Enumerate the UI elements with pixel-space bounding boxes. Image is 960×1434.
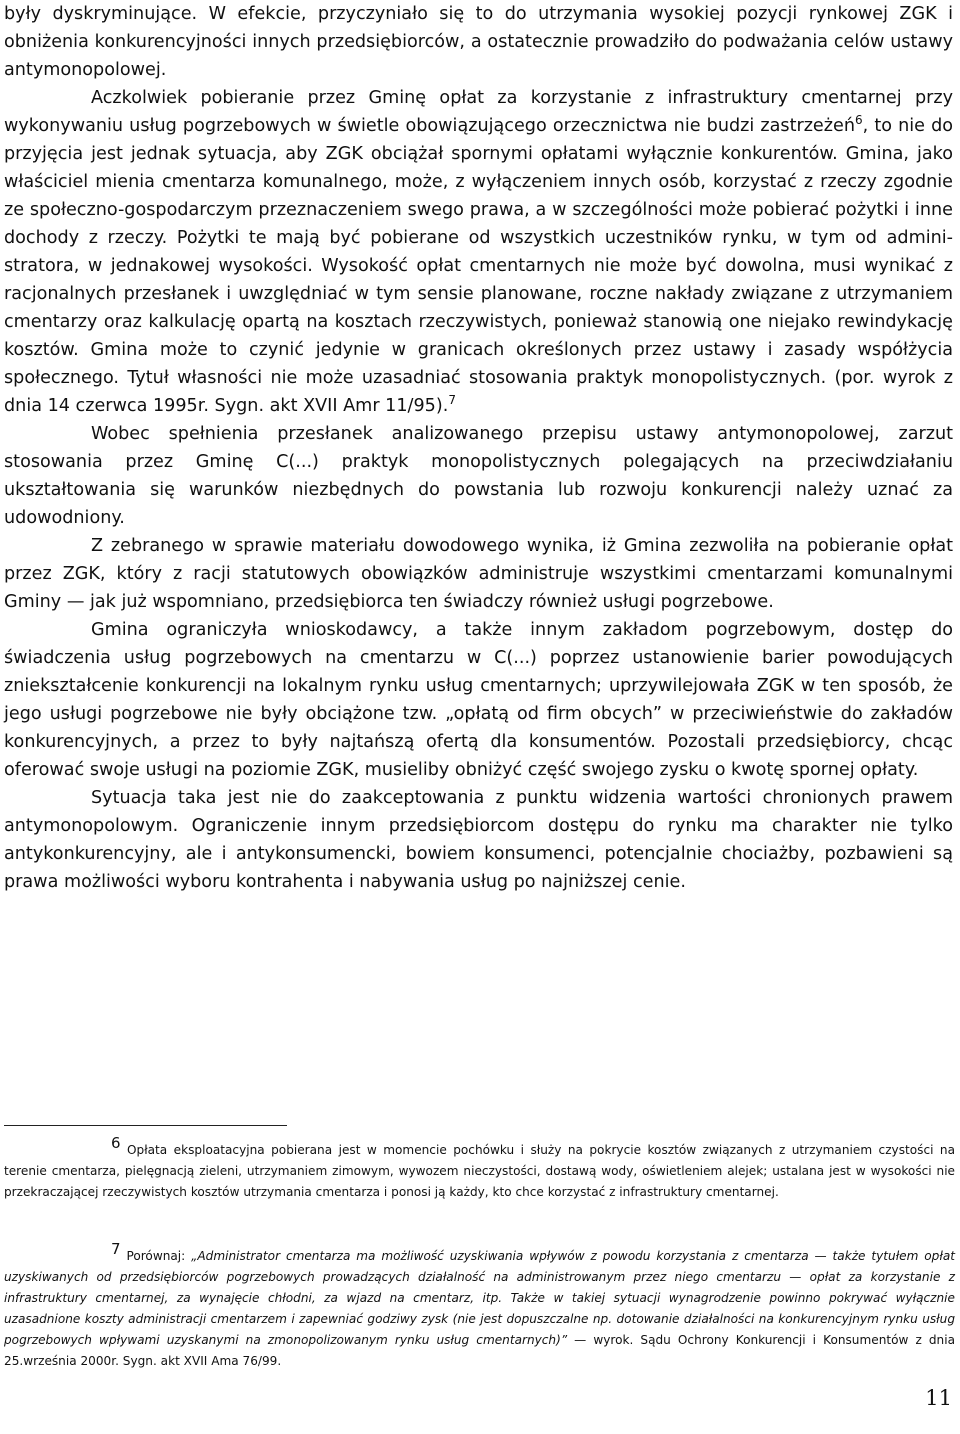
paragraph-4: Z zebranego w sprawie materiału dowodowego wynika, iż Gmina zezwoliła na pobieranie opłat przez ZGK, który z racji statutowych obowiązków administruje wszystkimi cmentarzami komunalnymi Gminy — jak już wspomniano, przedsiębiorca ten świadczy również usługi pogrzebowe. bbox=[4, 536, 953, 612]
footnote-6 bbox=[4, 1134, 955, 1203]
footnote-7-number: 7 bbox=[111, 1240, 121, 1258]
paragraph-2 bbox=[4, 84, 953, 420]
footnote-6-text: Opłata eksploatacyjna pobierana jest w momencie pochówku i służy na pokrycie kosztów związanych z utrzymaniem czystości na terenie cmentarza, pielęgnacją zieleni, utrzymaniem zimowym, wywozem nieczystości, dostawą wody, oświetleniem alejek; ustalana jest w wysokości nie przekraczającej rzeczywistych kosztów utrzymania cmentarza i ponosi ją każdy, kto chce korzystać z infrastruktury cmentarnej. bbox=[4, 1143, 955, 1199]
footnote-separator bbox=[4, 1125, 287, 1126]
paragraph-2-part-a: Aczkolwiek pobieranie przez Gminę opłat za korzystanie z infrastruktury cmentarnej przy wykonywaniu usług pogrzebowych w świetle obowiązującego orzecznictwa nie budzi zastrzeżeń bbox=[4, 88, 953, 136]
footnote-7-lead: Porównaj: bbox=[126, 1249, 192, 1263]
paragraph-3: Wobec spełnienia przesłanek analizowanego przepisu ustawy antymonopolowej, zarzut stosowania przez Gminę C(...) praktyk monopolistycznych polegających na przeciwdziałaniu ukształtowania się warunków niezbędnych do powstania lub rozwoju konkurencji należy uznać za udowodniony. bbox=[4, 424, 953, 528]
paragraph-5: Gmina ograniczyła wnioskodawcy, a także innym zakładom pogrzebowym, dostęp do świadczenia usług pogrzebowych na cmentarzu w C(...) poprzez ustanowienie barier powodujących zniekształcenie konkurencji na lokalnym rynku usług cmentarnych; uprzywilejowała ZGK w ten sposób, że jego usługi pogrzebowe nie były obciążone tzw. „opłatą od firm obcych” w przeciwieństwie do zakładów konkurencyjnych, a przez to były najtańszą ofertą dla konsumentów. Pozostali przedsiębiorcy, chcąc oferować swoje usługi na poziomie ZGK, musieliby obniżyć część swojego zysku o kwotę spornej opłaty. bbox=[4, 620, 953, 780]
paragraph-2-part-b: , to nie do przyjęcia jest jednak sytuacja, aby ZGK obciążał spornymi opłatami wyłącznie konkurentów. Gmina, jako właściciel mienia cmentarza komunalnego, może, z wyłączeniem innych osób, korzystać z rzeczy zgodnie ze społeczno-gospodarczym przeznaczeniem swego prawa, a w szczególności może pobierać pożytki i inne dochody z rzeczy. Pożytki te mają być pobierane od wszystkich uczestników rynku, w tym od administratora, w jednakowej wysokości. Wysokość opłat cmentarnych nie może być dowolna, musi wynikać z racjonalnych przesłanek i uwzględniać w tym sensie planowane, roczne nakłady związane z utrzymaniem cmentarzy oraz kalkulację opartą na kosztach rzeczywistych, ponieważ stanowią one niejako rewindykację kosztów. Gmina może to czynić jedynie w granicach określonych przez ustawy i zasady współżycia społecznego. Tytuł własności nie może uzasadniać stosowania praktyk monopolistycznych. (por. wyrok z dnia 14 czerwca 1995r. Sygn. akt XVII Amr 11/95). bbox=[4, 116, 953, 416]
footnote-7-tail: — wyrok. Sądu Ochrony Konkurencji i Konsumentów z dnia 25.września 2000r. Sygn. akt XVII Ama 76/99. bbox=[4, 1333, 955, 1368]
footnote-7 bbox=[4, 1240, 955, 1372]
footnote-ref-6[interactable]: 6 bbox=[854, 113, 863, 127]
footnote-7-quote: „Administrator cmentarza ma możliwość uzyskiwania wpływów z powodu korzystania z cmentarza — także tytułem opłat uzyskiwanych od przedsiębiorców pogrzebowych prowadzących działalność na administrowanym przez niego cmentarzu — opłat za korzystanie z infrastruktury cmentarnej, za wynajęcie chłodni, za wjazd na cmentarz, itp. Także w takiej sytuacji wynagrodzenie powinno pokrywać wyłącznie uzasadnione koszty administracji cmentarzem i zapewniać godziwy zysk (nie jest dopuszczalne np. dotowanie działalności na konkurencyjnym rynku usług pogrzebowych wpływami uzyskanymi na zmonopolizowanym rynku usług cmentarnych)” bbox=[4, 1249, 955, 1347]
main-text bbox=[4, 0, 953, 896]
footnote-6-number: 6 bbox=[111, 1134, 121, 1152]
paragraph-1: były dyskryminujące. W efekcie, przyczyniało się to do utrzymania wysokiej pozycji rynkowej ZGK i obniżenia konkurencyjności innych przedsiębiorców, a ostatecznie prowadziło do podważania celów ustawy antymonopolowej. bbox=[4, 4, 953, 80]
paragraph-6: Sytuacja taka jest nie do zaakceptowania z punktu widzenia wartości chronionych prawem antymonopolowym. Ograniczenie innym przedsiębiorcom dostępu do rynku ma charakter nie tylko antykonkurencyjny, ale i antykonsumencki, bowiem konsumenci, potencjalnie chociażby, pozbawieni są prawa możliwości wyboru kontrahenta i nabywania usług po najniższej cenie. bbox=[4, 788, 953, 892]
footnote-ref-7[interactable]: 7 bbox=[448, 393, 456, 407]
page-number: 11 bbox=[925, 1386, 952, 1410]
